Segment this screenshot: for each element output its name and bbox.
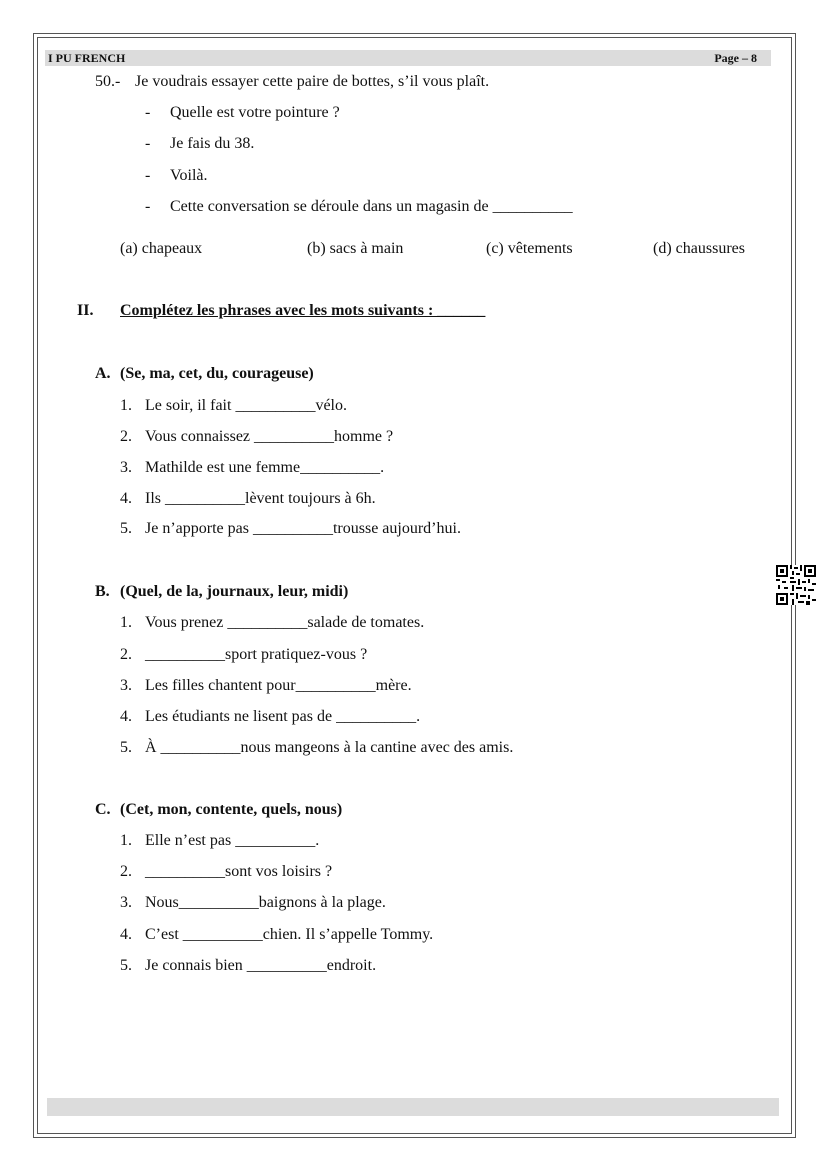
dialogue-dash: - (145, 198, 151, 215)
fill-in-sentence: Mathilde est une femme__________. (145, 459, 385, 476)
item-number: 5. (120, 520, 132, 537)
item-number: 1. (120, 614, 132, 631)
fill-in-sentence: À __________nous mangeons à la cantine avec des amis. (145, 739, 514, 756)
page-header (45, 50, 771, 66)
fill-in-sentence: Ils __________lèvent toujours à 6h. (145, 490, 376, 507)
fill-in-sentence: C’est __________chien. Il s’appelle Tommy. (145, 926, 434, 943)
course-title: I PU FRENCH (48, 51, 126, 65)
item-number: 3. (120, 459, 132, 476)
qr-code-icon (776, 565, 816, 605)
dialogue-line: Cette conversation se déroule dans un magasin de __________ (170, 198, 573, 215)
item-number: 4. (120, 490, 132, 507)
part-label: C. (95, 801, 111, 818)
fill-in-sentence: Elle n’est pas __________. (145, 832, 320, 849)
fill-in-sentence: __________sport pratiquez-vous ? (145, 646, 368, 663)
item-number: 4. (120, 926, 132, 943)
question-number: 50.- (95, 73, 121, 90)
dialogue-line: Quelle est votre pointure ? (170, 104, 340, 121)
item-number: 1. (120, 832, 132, 849)
fill-in-sentence: Le soir, il fait __________vélo. (145, 397, 347, 414)
fill-in-sentence: Je n’apporte pas __________trousse aujourd’hui. (145, 520, 461, 537)
fill-in-sentence: Les filles chantent pour__________mère. (145, 677, 412, 694)
fill-in-sentence: Vous connaissez __________homme ? (145, 428, 394, 445)
fill-in-sentence: Je connais bien __________endroit. (145, 957, 377, 974)
fill-in-sentence: Vous prenez __________salade de tomates. (145, 614, 425, 631)
fill-in-sentence: Nous__________baignons à la plage. (145, 894, 386, 911)
word-bank: (Se, ma, cet, du, courageuse) (120, 365, 314, 382)
section-number: II. (77, 302, 94, 319)
item-number: 3. (120, 894, 132, 911)
option-a: (a) chapeaux (120, 240, 203, 257)
page-number: Page – 8 (714, 51, 757, 65)
item-number: 2. (120, 428, 132, 445)
item-number: 4. (120, 708, 132, 725)
word-bank: (Cet, mon, contente, quels, nous) (120, 801, 343, 818)
dialogue-line: Je fais du 38. (170, 135, 255, 152)
option-c: (c) vêtements (486, 240, 573, 257)
page-footer (47, 1098, 779, 1116)
item-number: 2. (120, 863, 132, 880)
fill-in-sentence: __________sont vos loisirs ? (145, 863, 333, 880)
item-number: 5. (120, 957, 132, 974)
item-number: 2. (120, 646, 132, 663)
section-title: Complétez les phrases avec les mots suivants : ______ (120, 302, 486, 319)
dialogue-dash: - (145, 104, 151, 121)
dialogue-dash: - (145, 135, 151, 152)
fill-in-sentence: Les étudiants ne lisent pas de __________. (145, 708, 421, 725)
item-number: 5. (120, 739, 132, 756)
part-label: A. (95, 365, 111, 382)
dialogue-dash: - (145, 167, 151, 184)
option-d: (d) chaussures (653, 240, 745, 257)
part-label: B. (95, 583, 110, 600)
question-prompt: Je voudrais essayer cette paire de bottes, s’il vous plaît. (135, 73, 490, 90)
item-number: 3. (120, 677, 132, 694)
option-b: (b) sacs à main (307, 240, 404, 257)
item-number: 1. (120, 397, 132, 414)
dialogue-line: Voilà. (170, 167, 208, 184)
word-bank: (Quel, de la, journaux, leur, midi) (120, 583, 349, 600)
